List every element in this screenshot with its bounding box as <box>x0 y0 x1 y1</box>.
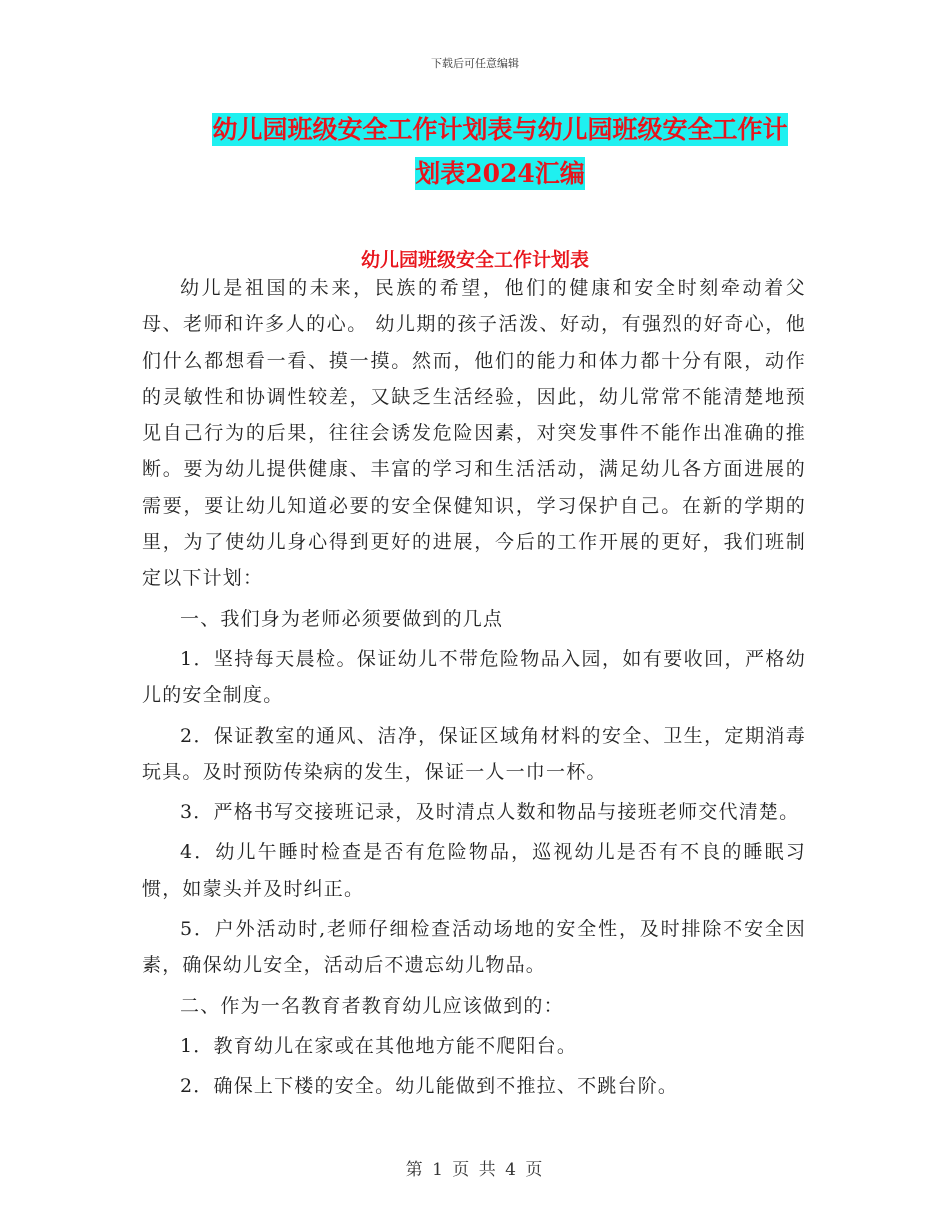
body-paragraph-item: 5．户外活动时,老师仔细检查活动场地的安全性，及时排除不安全因素，确保幼儿安全，活动后不遗忘幼儿物品。 <box>142 918 806 977</box>
body-paragraph-item: 1．教育幼儿在家或在其他地方能不爬阳台。 <box>180 1034 578 1057</box>
document-title-line-2: 划表2024汇编 <box>415 159 585 188</box>
body-paragraph-item: 2．保证教室的通风、洁净，保证区域角材料的安全、卫生，定期消毒玩具。及时预防传染病的发生，保证一人一巾一杯。 <box>142 724 806 783</box>
page-number-footer: 第 1 页 共 4 页 <box>405 1160 545 1180</box>
body-paragraph-heading-2: 二、作为一名教育者教育幼儿应该做到的： <box>180 994 564 1017</box>
header-note: 下载后可任意编辑 <box>431 57 519 70</box>
body-paragraph-heading-1: 一、我们身为老师必须要做到的几点 <box>180 607 504 630</box>
body-paragraph-intro: 幼儿是祖国的未来，民族的希望，他们的健康和安全时刻牵动着父母、老师和许多人的心。 幼儿期的孩子活泼、好动，有强烈的好奇心，他们什么都想看一看、摸一摸。然而，他们的能力和体力都十分有限，动作的灵敏性和协调性较差，又缺乏生活经验，因此，幼儿常常不能清楚地预见自己行为的后果，往往会诱发危险因素，对突发事件不能作出准确的推断。要为幼儿提供健康、丰富的学习和生活活动，满足幼儿各方面进展的需要，要让幼儿知道必要的安全保健知识，学习保护自己。在新的学期的里，为了使幼儿身心得到更好的进展，今后的工作开展的更好，我们班制定以下计划： <box>142 277 806 590</box>
section-title: 幼儿园班级安全工作计划表 <box>360 249 589 271</box>
document-title-line-1: 幼儿园班级安全工作计划表与幼儿园班级安全工作计 <box>212 115 788 144</box>
body-paragraph-item: 2．确保上下楼的安全。幼儿能做到不推拉、不跳台阶。 <box>180 1075 679 1098</box>
body-paragraph-item: 4．幼儿午睡时检查是否有危险物品，巡视幼儿是否有不良的睡眠习惯，如蒙头并及时纠正。 <box>142 841 806 900</box>
document-title <box>140 108 860 196</box>
document-body <box>142 270 806 1105</box>
body-paragraph-item: 1．坚持每天晨检。保证幼儿不带危险物品入园，如有要收回，严格幼儿的安全制度。 <box>142 647 806 707</box>
body-paragraph-item: 3．严格书写交接班记录，及时清点人数和物品与接班老师交代清楚。 <box>180 801 800 824</box>
